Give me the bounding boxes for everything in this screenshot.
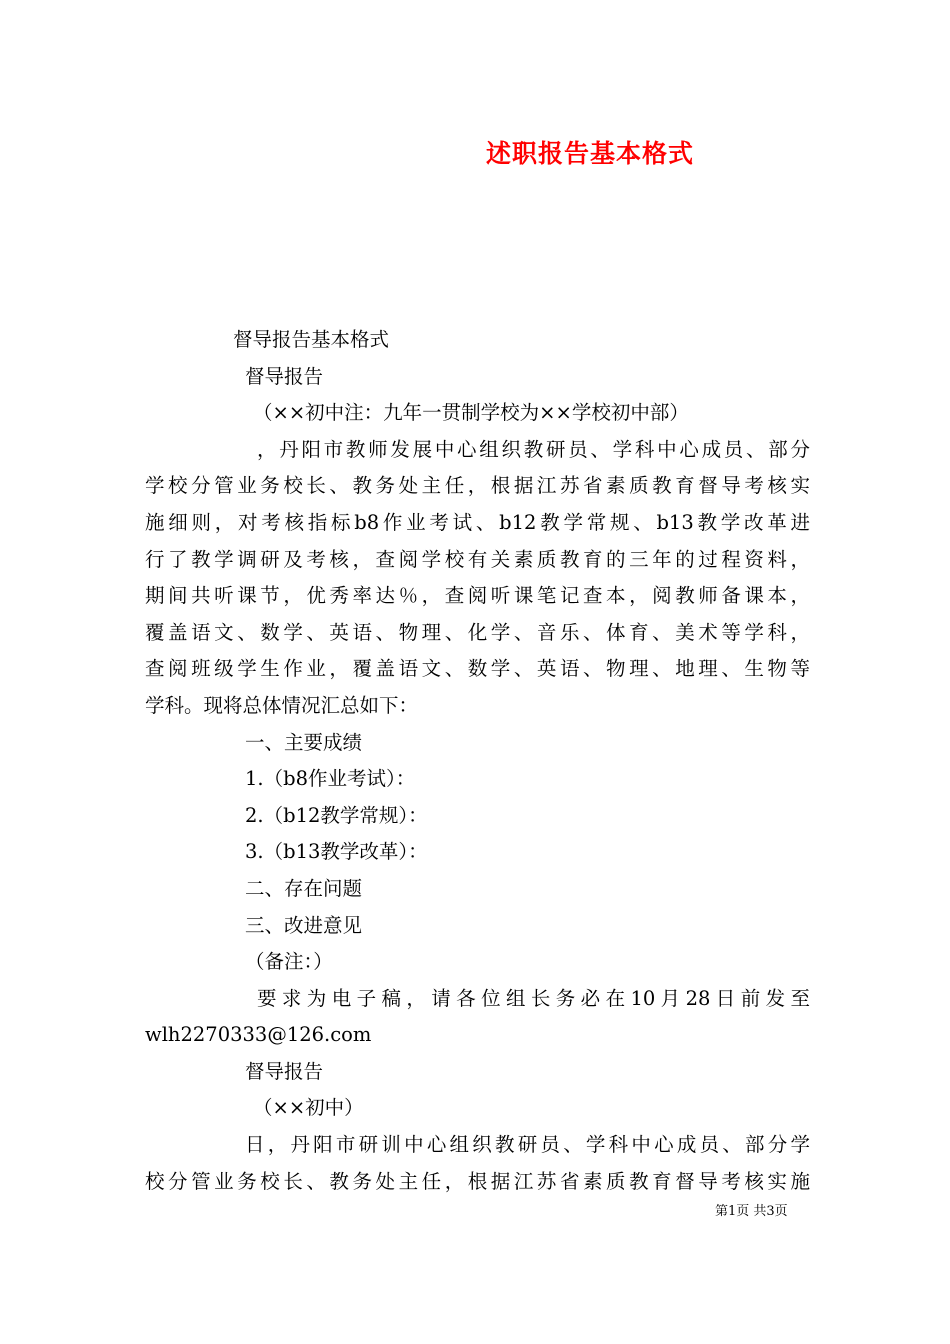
paragraph-line: 查阅班级学生作业，覆盖语文、数学、英语、物理、地理、生物等 <box>145 657 810 681</box>
list-item: 1.（b8作业考试）： <box>245 767 416 791</box>
paragraph-line: 校分管业务校长、教务处主任，根据江苏省素质教育督导考核实施 <box>145 1169 810 1193</box>
document-body <box>145 322 810 1200</box>
paragraph-line: 期间共听课节，优秀率达％，查阅听课笔记查本，阅教师备课本， <box>145 584 810 608</box>
list-heading-problems: 二、存在问题 <box>245 876 363 900</box>
report-heading: 督导报告 <box>245 364 324 388</box>
paragraph-line: 覆盖语文、数学、英语、物理、化学、音乐、体育、美术等学科， <box>145 620 810 644</box>
document-title: 述职报告基本格式 <box>485 139 694 168</box>
list-item: 3.（b13教学改革）： <box>245 840 428 864</box>
remark-line: （备注：） <box>245 950 333 974</box>
paragraph-line: 行了教学调研及考核，查阅学校有关素质教育的三年的过程资料， <box>145 547 810 571</box>
paragraph-line: 日，丹阳市研训中心组织教研员、学科中心成员、部分学 <box>245 1133 810 1157</box>
email-address: wlh2270333@126.com <box>145 1023 372 1047</box>
report-heading: 督导报告 <box>245 1059 324 1083</box>
section-heading: 督导报告基本格式 <box>233 328 390 351</box>
list-heading-improvements: 三、改进意见 <box>245 913 363 937</box>
paragraph-line: ，丹阳市教师发展中心组织教研员、学科中心成员、部分 <box>257 437 810 461</box>
list-heading-achievements: 一、主要成绩 <box>245 730 363 754</box>
paragraph-line: 学科。现将总体情况汇总如下： <box>145 693 419 717</box>
school-note: （××初中注：九年一贯制学校为××学校初中部） <box>253 401 689 425</box>
paragraph-line: 学校分管业务校长、教务处主任，根据江苏省素质教育督导考核实 <box>145 474 810 498</box>
school-note: （××初中） <box>253 1096 364 1120</box>
instruction-line: 要求为电子稿，请各位组长务必在10月28日前发至 <box>257 986 810 1010</box>
page-number: 第1页 共3页 <box>715 1204 788 1219</box>
list-item: 2.（b12教学常规）： <box>245 803 428 827</box>
paragraph-line: 施细则，对考核指标b8作业考试、b12教学常规、b13教学改革进 <box>145 510 810 534</box>
